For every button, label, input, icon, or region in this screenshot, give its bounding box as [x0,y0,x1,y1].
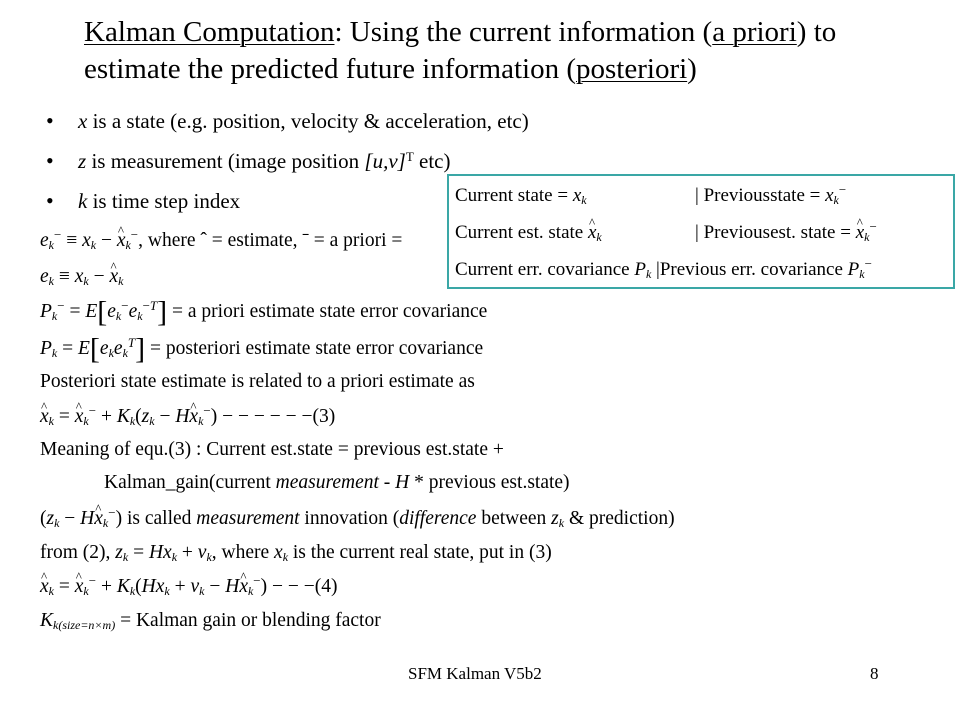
eq8-a: Kalman_gain(current [104,472,276,493]
eq9-b: measurement [196,508,300,529]
equation-7: Meaning of equ.(3) : Current est.state = previous est.state + [40,439,504,460]
eq3-text: = a priori estimate state error covariance [172,301,488,322]
definitions-box [447,174,955,289]
title-text-1: : Using the current information ( [334,16,713,48]
eq9-e: between [476,508,547,529]
bullet-text: is a state (e.g. position, velocity & acceleration, etc) [87,109,529,133]
bullet-text: is measurement (image position [86,149,365,173]
equation-5: Posteriori state estimate is related to a priori estimate as [40,371,475,392]
bullet-item [46,183,466,223]
box-row-state: Current state = $x_k$ [455,185,587,207]
box-previous-state: Previousstate [703,185,805,206]
page-number: 8 [870,664,879,683]
bullet-var: z [78,149,87,173]
eq1-apriori: = a priori = [313,230,403,251]
bullet-item [46,143,466,183]
equation-3: $P_k^- = E[e_k^-e_k^{-T}] = a$ priori estimate state error covariance [40,295,488,329]
title-posteriori: posteriori [576,53,688,85]
title-text-2: ) to estimate the predicted future information ( [84,16,837,85]
eq10-a: from (2), [40,542,116,563]
eq6-tail: − − − − − −(3) [217,406,336,427]
eq8-d: H [395,472,410,493]
eq9-d: difference [399,508,477,529]
equation-10: from (2), $z_k = Hx_k + v_k$, where $x_k$ is the current real state, put in (3) [40,542,552,564]
bullet-var: x [78,109,88,133]
slide-title [84,14,934,88]
title-a-priori: a priori [712,16,797,48]
bullet-text: is time step index [87,189,241,213]
equation-1: $e_k^- \equiv x_k$ − ^ $x_k^-$, where ˆ = estimate, ˉ = a priori = [40,228,402,255]
equation-11: ^ $x_k$ = ^ $x_k^- + K_k(Hx_k + v_k$ − H^ $x_k^-$) − − −(4) [40,574,338,601]
eq1-estimate: = estimate, [211,230,298,251]
box-current-est: Current est. state [455,222,584,243]
eq11-tail: − − −(4) [267,576,338,597]
equation-12: $K_{k(size=n\times m)}$ = Kalman gain or blending factor [40,610,381,632]
title-text-3: ) [687,53,697,85]
eq10-b: , where [211,542,275,563]
bullet-sup: T [405,149,414,164]
bullet-vec: [u,v] [364,149,406,173]
bullet-dot-icon: • [46,188,54,213]
eq8-c: - [378,472,396,493]
bullet-item [46,103,529,143]
eq10-c: is the current real state, put in (3) [288,542,552,563]
eq4-text: = posteriori estimate state error covariance [150,338,484,359]
box-previous-err: Previous err. covariance [659,259,843,280]
equation-8 [104,470,570,496]
equation-9: ($z_k$ − H^ $x_k^-$) is called measurement innovation (difference between $z_k$ & prediction) [40,506,675,533]
equation-4: $P_k = E[e_ke_k^T]$ = posteriori estimate state error covariance [40,332,484,366]
bullet-end: etc) [413,149,451,173]
box-current-err: Current err. covariance [455,259,630,280]
eq9-a: is called [126,508,197,529]
bullet-var: k [78,189,88,213]
footer-title: SFM Kalman V5b2 [408,664,542,683]
equation-2: $e_k \equiv x_k$ − ^ $x_k$ [40,264,123,291]
eq9-f: & prediction) [568,508,675,529]
box-row-err: Current err. covariance $P_k$ |Previous err. covariance $P_k^-$ [455,256,872,281]
eq12-text: = Kalman gain or blending factor [115,610,381,631]
eq1-where: , where [138,230,196,251]
equation-6: ^ $x_k$ = ^ $x_k^- + K_k(z_k$ − H^ $x_k^-$) − − − − − −(3) [40,404,335,431]
box-current-state: Current state [455,185,553,206]
eq12-sub: k(size=n×m) [53,618,116,632]
box-previous-est: Previousest. state [703,222,836,243]
eq9-c: innovation ( [299,508,400,529]
box-row-prev-est: | Previousest. state = ^ $x_k^-$ [695,218,877,249]
bullet-dot-icon: • [46,148,54,173]
box-row-prev-state: | Previousstate = $x_k^-$ [695,182,847,207]
box-row-est: Current est. state ^ $x_k$ [455,218,602,249]
title-kalman-computation: Kalman Computation [84,16,335,48]
bullet-dot-icon: • [46,108,54,133]
eq8-b: measurement [275,472,379,493]
eq8-e: * previous est.state) [409,472,570,493]
